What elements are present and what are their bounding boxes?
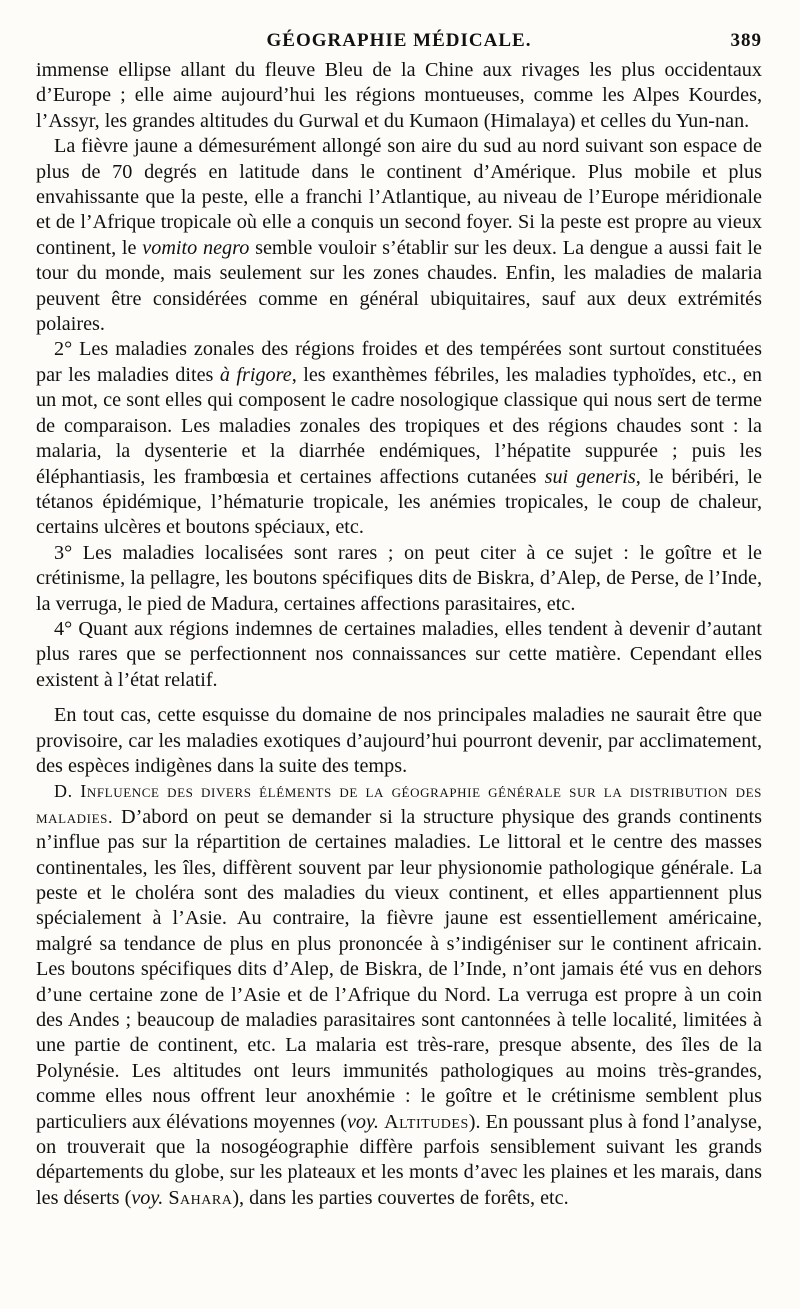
page [36,30,762,1211]
cross-reference: Altitudes [384,1110,469,1133]
paragraph-yellow-fever [36,134,762,337]
paragraph-text: D’abord on peut se demander si la structure physique des grands continents n’influe pas sur la répartition de certaines maladies. Le littoral et le centre des masses continentales, les îles, diffèrent souvent par leur physionomie pathologique générale. La peste et le choléra sont des maladies du vieux continent, et elles appartiennent plus spécialement à l’Asie. Au contraire, la fièvre jaune est essentiellement américaine, malgré sa tendance de plus en plus prononcée à s’indigéniser sur le continent africain. Les boutons spécifiques dits d’Alep, de Biskra, de l’Inde, n’ont jamais été vus en dehors d’une certaine zone de l’Asie et de l’Afrique du Nord. La verruga est propre à un coin des Andes ; beaucoup de maladies parasitaires sont cantonnées à telle localité, limitées à une partie de continent, etc. La malaria est très-rare, presque absente, des îles de la Polynésie. Les altitudes ont leurs immunités pathologiques au moins très-grandes, comme elles nous offrent leur anoxhémie : le goître et le crétinisme semblent plus particuliers aux élévations moyennes ( [36,805,762,1133]
italic-voy: voy. [346,1110,379,1133]
page-number: 389 [730,30,762,51]
paragraph-zonal-diseases [36,337,762,540]
page-header [36,30,762,58]
paragraph-text: , les exanthèmes fébriles, les maladies typhoïdes, etc., en un mot, ce sont elles qui composent le cadre nosologique classique qui nous sert de terme de comparaison. Les maladies zonales des tropiques et des régions chaudes sont : la malaria, la dysenterie et la diarrhée endémiques, l’hépatite suppurée ; puis les éléphantiasis, les frambœsia et certaines affections cutanées [36,363,763,488]
italic-term: sui generis [544,465,636,488]
paragraph-conclusion [36,703,762,779]
italic-voy: voy. [131,1186,164,1209]
paragraph-text: immense ellipse allant du fleuve Bleu de la Chine aux rivages les plus occidentaux d’Europe ; elle aime aujourd’hui les régions montueuses, comme les Alpes Kourdes, l’Assyr, les grandes altitudes du Gurwal et du Kumaon (Himalaya) et celles du Yun-nan. [36,59,762,132]
paragraph-text: La fièvre jaune a démesurément allongé son aire du sud au nord suivant son espace de plus de 70 degrés en latitude dans le continent d’Amérique. Plus mobile et plus envahissante que la peste, elle a franchi l’Atlantique, au niveau de l’Europe méridionale et de l’Afrique tropicale où elle a conquis un second foyer. Si la peste est propre au vieux continent, le [36,135,762,259]
paragraph-text: 2° Les maladies zonales des régions froides et des tempérées sont surtout constituées par les maladies dites [36,338,762,386]
paragraph-text: ), dans les parties couvertes de forêts, etc. [232,1186,569,1209]
italic-term: à frigore [219,363,292,386]
body-text [36,58,762,1211]
paragraph-text: En tout cas, cette esquisse du domaine de nos principales maladies ne saurait être que provisoire, car les maladies exotiques d’aujourd’hui pourront devenir, par acclimatement, des espèces indigènes dans la suite des temps. [36,704,762,777]
paragraph-text: ). En poussant plus à fond l’analyse, on trouverait que la nosogéographie diffère parfois sensiblement suivant les grands départements du globe, sur les plateaux et les monts d’avec les plaines et les marais, dans les déserts ( [36,1110,763,1209]
italic-term: vomito negro [142,236,250,259]
paragraph-text: 3° Les maladies localisées sont rares ; on peut citer à ce sujet : le goître et le crétinisme, la pellagre, les boutons spécifiques dits de Biskra, d’Alep, de Perse, de l’Inde, la verruga, le pied de Madura, certaines affections parasitaires, etc. [36,541,762,615]
paragraph-localized-diseases [36,541,762,617]
paragraph-section-d [36,779,762,1211]
paragraph-text: , le béribéri, le tétanos épidémique, l’hématurie tropicale, les anémies tropicales, le coup de chaleur, certains ulcères et boutons spéciaux, etc. [36,465,762,539]
paragraph-continuation [36,58,762,134]
cross-reference: Sahara [168,1186,233,1209]
paragraph-text: 4° Quant aux régions indemnes de certaines maladies, elles tendent à devenir d’autant plus rares que se perfectionnent nos connaissances sur cette matière. Cependant elles existent à l’état relatif. [36,617,762,691]
paragraph-exempt-regions [36,617,762,693]
running-title: GÉOGRAPHIE MÉDICALE. [266,30,532,51]
section-heading: D. Influence des divers éléments de la géographie générale sur la distribution des maladies. [36,781,762,827]
paragraph-text: semble vouloir s’établir sur les deux. La dengue a aussi fait le tour du monde, mais seulement sur les zones chaudes. Enfin, les maladies de malaria peuvent être considérées comme en général ubiquitaires, sauf aux deux extrémités polaires. [36,236,762,336]
